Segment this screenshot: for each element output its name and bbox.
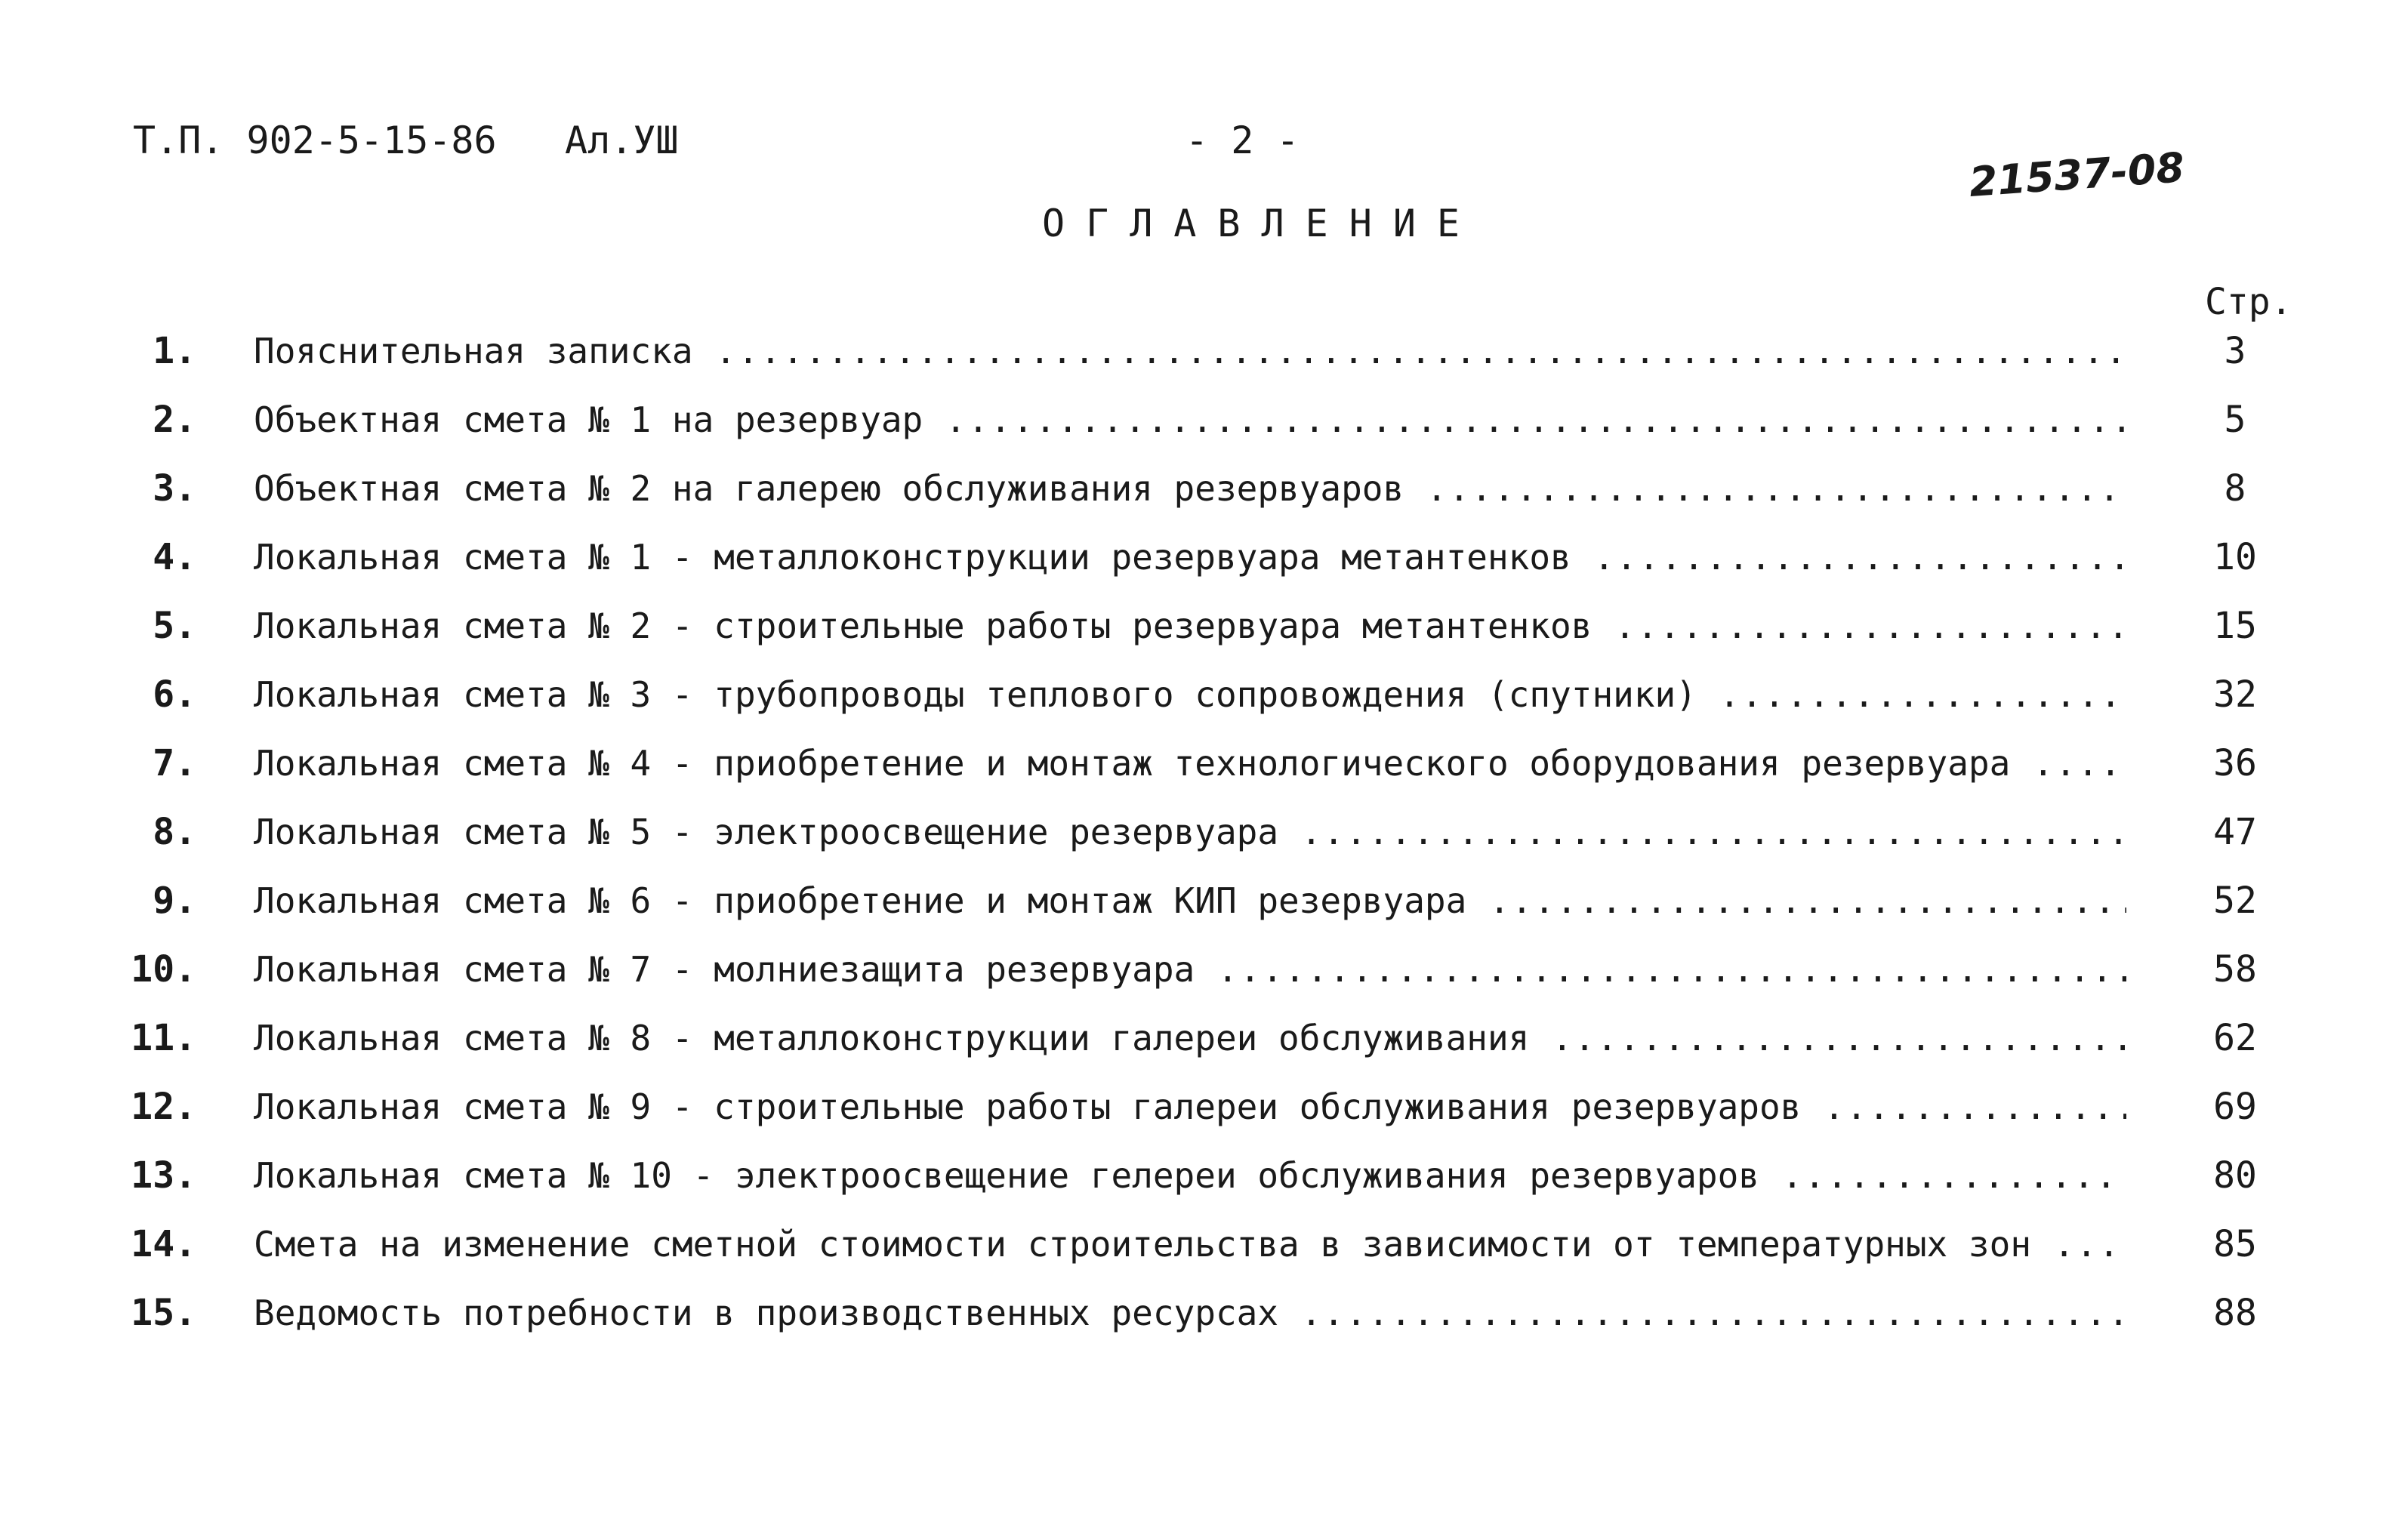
entry-page: 69 bbox=[2213, 1086, 2257, 1128]
entry-text: Локальная смета № 4 - приобретение и монтаж технологического оборудования резервуара ..... bbox=[254, 737, 2126, 790]
toc-entry bbox=[0, 737, 2408, 790]
toc-entry bbox=[0, 393, 2408, 446]
entry-text: Объектная смета № 1 на резервуар ..... bbox=[254, 393, 2126, 446]
entry-text: Локальная смета № 6 - приобретение и монтаж КИП резервуара ..... bbox=[254, 874, 2126, 927]
toc-entry bbox=[0, 325, 2408, 377]
entry-text: Локальная смета № 10 - электроосвещение гелереи обслуживания резервуаров ..... bbox=[254, 1149, 2126, 1202]
entry-number: 4. bbox=[153, 536, 196, 578]
toc-entry bbox=[0, 599, 2408, 652]
toc-entry bbox=[0, 943, 2408, 996]
entry-number: 8. bbox=[153, 811, 196, 853]
entry-page: 52 bbox=[2213, 880, 2257, 922]
entry-text: Локальная смета № 7 - молниезащита резервуара ..... bbox=[254, 943, 2126, 996]
entry-text: Ведомость потребности в производственных ресурсах ..... bbox=[254, 1286, 2126, 1339]
entry-text: Объектная смета № 2 на галерею обслуживания резервуаров ..... bbox=[254, 462, 2126, 515]
entry-number: 10. bbox=[131, 948, 196, 991]
entry-page: 88 bbox=[2213, 1292, 2257, 1334]
entry-number: 6. bbox=[153, 673, 196, 716]
entry-text: Локальная смета № 2 - строительные работы резервуара метантенков ..... bbox=[254, 599, 2126, 652]
entry-text: Локальная смета № 8 - металлоконструкции галереи обслуживания ..... bbox=[254, 1012, 2126, 1065]
page-column-header: Стр. bbox=[2205, 281, 2292, 323]
entry-text: Локальная смета № 9 - строительные работы галереи обслуживания резервуаров ..... bbox=[254, 1080, 2126, 1133]
entry-text: Локальная смета № 3 - трубопроводы теплового сопровождения (спутники) ..... bbox=[254, 668, 2126, 721]
toc-entry bbox=[0, 1286, 2408, 1339]
toc-entry bbox=[0, 874, 2408, 927]
entry-number: 15. bbox=[131, 1292, 196, 1334]
entry-text: Локальная смета № 5 - электроосвещение резервуара ..... bbox=[254, 806, 2126, 858]
entry-page: 32 bbox=[2213, 673, 2257, 716]
toc-entry bbox=[0, 462, 2408, 515]
entry-page: 3 bbox=[2224, 330, 2246, 372]
entry-number: 11. bbox=[131, 1017, 196, 1059]
toc-entry bbox=[0, 668, 2408, 721]
entry-number: 7. bbox=[153, 742, 196, 784]
entry-text: Пояснительная записка ..... bbox=[254, 325, 2126, 377]
page-number: - 2 - bbox=[1186, 119, 1300, 162]
entry-page: 36 bbox=[2213, 742, 2257, 784]
handwritten-number: 21537-08 bbox=[1967, 143, 2186, 206]
entry-page: 8 bbox=[2224, 467, 2246, 510]
entry-page: 58 bbox=[2213, 948, 2257, 991]
toc-entry bbox=[0, 806, 2408, 858]
entry-page: 10 bbox=[2213, 536, 2257, 578]
document-code: Т.П. 902-5-15-86 bbox=[133, 119, 497, 162]
toc-entry bbox=[0, 1012, 2408, 1065]
entry-number: 3. bbox=[153, 467, 196, 510]
toc-entry bbox=[0, 1218, 2408, 1271]
entry-number: 2. bbox=[153, 399, 196, 441]
toc-entry bbox=[0, 1080, 2408, 1133]
entry-text: Локальная смета № 1 - металлоконструкции резервуара метантенков ..... bbox=[254, 531, 2126, 584]
entry-number: 12. bbox=[131, 1086, 196, 1128]
entry-page: 80 bbox=[2213, 1154, 2257, 1197]
entry-number: 1. bbox=[153, 330, 196, 372]
toc-entry bbox=[0, 531, 2408, 584]
entry-page: 5 bbox=[2224, 399, 2246, 441]
entry-number: 5. bbox=[153, 605, 196, 647]
page-title: ОГЛАВЛЕНИЕ bbox=[1042, 202, 1481, 245]
entry-page: 47 bbox=[2213, 811, 2257, 853]
entry-page: 62 bbox=[2213, 1017, 2257, 1059]
album-number: Ал.УШ bbox=[565, 119, 679, 162]
entry-number: 9. bbox=[153, 880, 196, 922]
entry-page: 85 bbox=[2213, 1223, 2257, 1265]
entry-number: 14. bbox=[131, 1223, 196, 1265]
entry-number: 13. bbox=[131, 1154, 196, 1197]
toc-entry bbox=[0, 1149, 2408, 1202]
entry-page: 15 bbox=[2213, 605, 2257, 647]
entry-text: Смета на изменение сметной стоимости строительства в зависимости от температурных зон ..... bbox=[254, 1218, 2126, 1271]
